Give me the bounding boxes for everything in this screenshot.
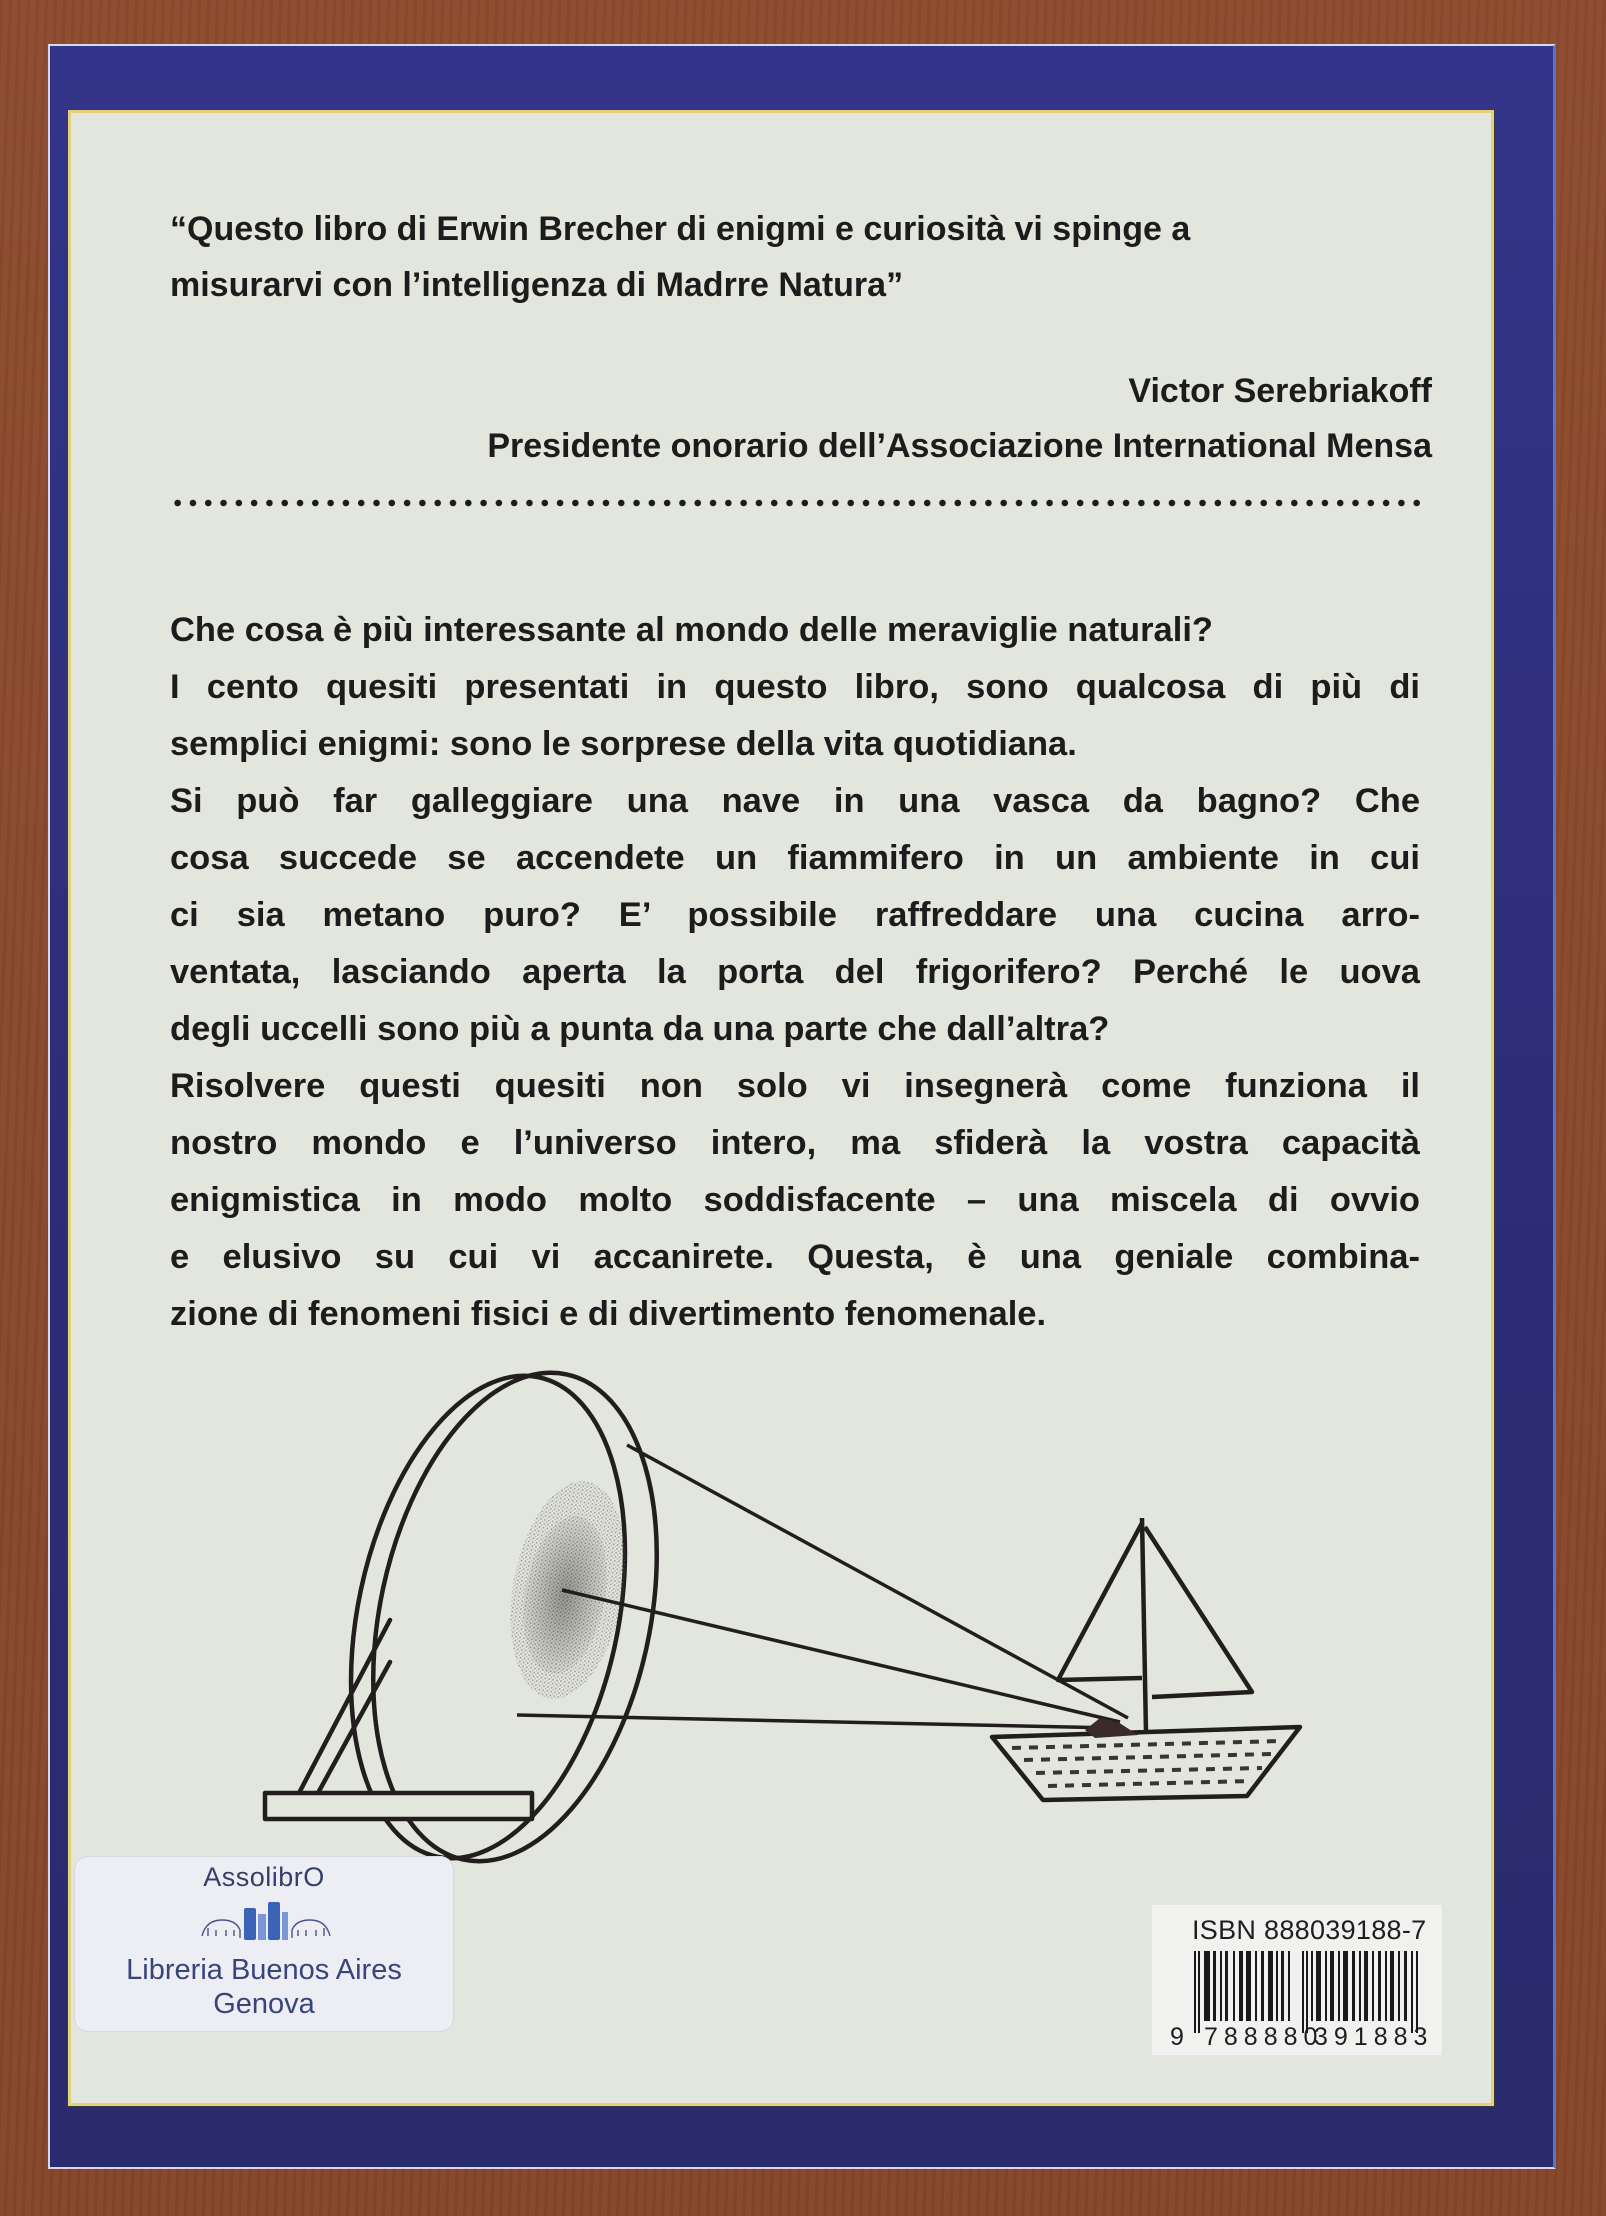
sticker-brand: AssolibrO <box>203 1862 325 1892</box>
barcode-icon <box>1192 1951 1432 2033</box>
concave-mirror-icon <box>265 1346 699 1887</box>
blurb-line: enigmistica in modo molto soddisfacente – una miscela di ovvio <box>170 1181 1420 1219</box>
barcode-digits-right: 391883 <box>1314 2023 1434 2051</box>
attribution-title: Presidente onorario dell’Associazione International Mensa <box>487 427 1432 465</box>
quote-line-2: misurarvi con l’intelligenza di Madrre Natura” <box>170 266 904 304</box>
sticker-shop-name: Libreria Buenos Aires <box>126 1954 402 1986</box>
books-and-elephants-logo-icon <box>196 1896 336 1944</box>
burn-point <box>1085 1718 1138 1738</box>
blurb-line: I cento quesiti presentati in questo libro, sono qualcosa di più di <box>170 668 1420 706</box>
blurb-line: cosa succede se accendete un fiammifero in un ambiente in cui <box>170 839 1420 877</box>
blurb-line: ci sia metano puro? E’ possibile raffreddare una cucina arro- <box>170 896 1420 934</box>
barcode-digits-left: 788880 <box>1204 2023 1324 2051</box>
barcode-digit-first: 9 <box>1170 2023 1184 2051</box>
blurb-line: e elusivo su cui vi accanirete. Questa, è una geniale combina- <box>170 1238 1420 1276</box>
sticker-shop-city: Genova <box>213 1988 315 2020</box>
blurb-line: Si può far galleggiare una nave in una vasca da bagno? Che <box>170 782 1420 820</box>
attribution-name: Victor Serebriakoff <box>1128 372 1432 410</box>
quote-line-1: “Questo libro di Erwin Brecher di enigmi e curiosità vi spinge a <box>170 210 1191 248</box>
isbn-barcode-block <box>1152 1905 1442 2055</box>
bookstore-sticker <box>74 1856 454 2032</box>
blurb-line: semplici enigmi: sono le sorprese della vita quotidiana. <box>170 725 1077 763</box>
blurb-line: zione di fenomeni fisici e di divertimento fenomenale. <box>170 1295 1047 1333</box>
blurb-line: ventata, lasciando aperta la porta del frigorifero? Perché le uova <box>170 953 1420 991</box>
isbn-label: ISBN 888039188-7 <box>1192 1915 1427 1945</box>
blurb-line: Risolvere questi quesiti non solo vi insegnerà come funziona il <box>170 1067 1420 1105</box>
blurb-line: degli uccelli sono più a punta da una parte che dall’altra? <box>170 1010 1110 1048</box>
blurb-line: Che cosa è più interessante al mondo delle meraviglie naturali? <box>170 611 1213 649</box>
blurb-line: nostro mondo e l’universo intero, ma sfiderà la vostra capacità <box>170 1124 1420 1162</box>
